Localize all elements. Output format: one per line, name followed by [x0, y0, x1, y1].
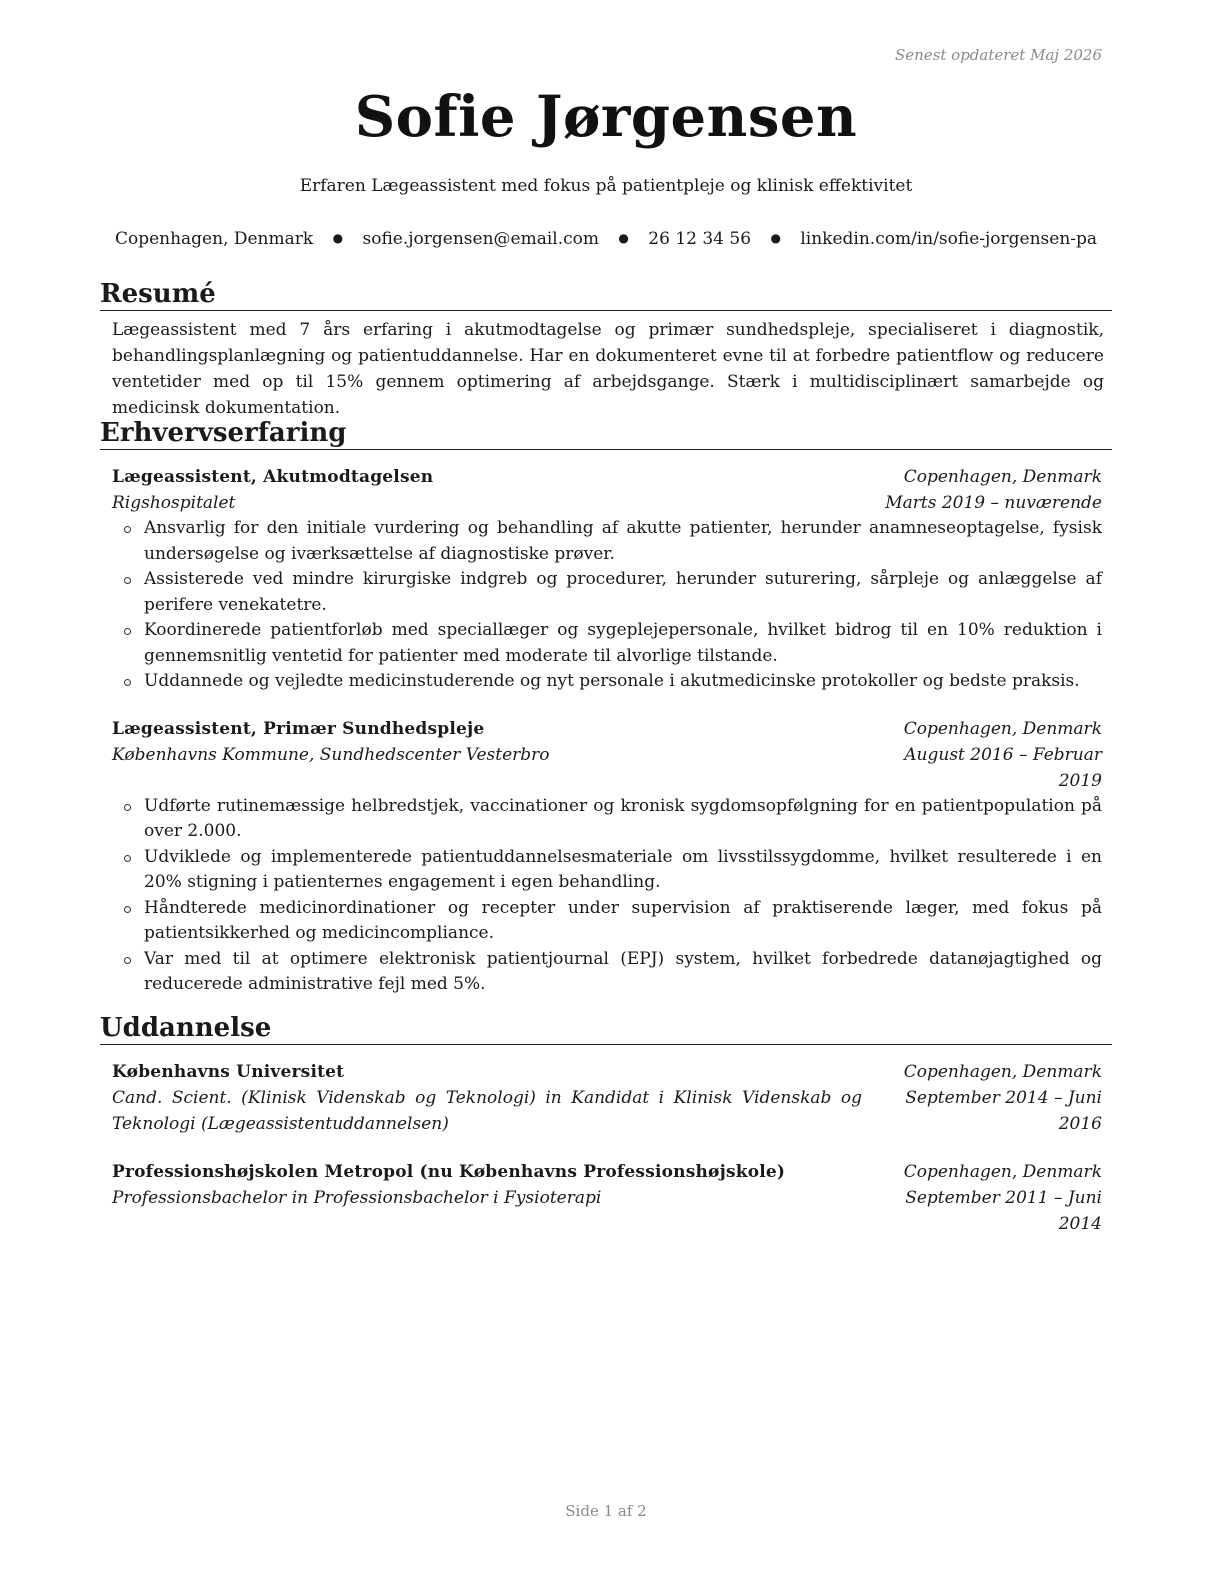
education-dates-line2: 2014 [1058, 1214, 1102, 1234]
education-dates-line1: September 2014 – Juni [905, 1088, 1102, 1108]
school-name: Københavns Universitet [112, 1062, 345, 1082]
degree: Professionsbachelor in Professionsbachelor i Fysioterapi [112, 1188, 602, 1208]
job-location: Copenhagen, Denmark [903, 467, 1102, 487]
job-org: Rigshospitalet [112, 493, 236, 513]
bullet-separator-icon: ● [618, 231, 629, 245]
school-location: Copenhagen, Denmark [903, 1062, 1102, 1082]
education-entry [112, 1059, 1102, 1137]
page-number: Side 1 af 2 [565, 1502, 647, 1520]
school-name: Professionshøjskolen Metropol (nu Københavns Professionshøjskole) [112, 1162, 786, 1182]
list-item: Ansvarlig for den initiale vurdering og behandling af akutte patienter, herunder anamneseoptagelse, fysisk undersøgelse og iværksættelse af diagnostiske prøver. [144, 516, 1102, 567]
education-dates [866, 1085, 1102, 1137]
list-item: Koordinerede patientforløb med speciallæger og sygeplejepersonale, hvilket bidrog til en 10% reduktion i gennemsnitlig ventetid for patienter med moderate til alvorlige tilstande. [144, 618, 1102, 669]
section-title-summary: Resumé [100, 278, 1112, 311]
bullet-separator-icon: ● [332, 231, 344, 245]
tagline: Erfaren Lægeassistent med fokus på patientpleje og klinisk effektivitet [299, 176, 913, 196]
list-item: Var med til at optimere elektronisk patientjournal (EPJ) system, hvilket forbedrede datanøjagtighed og reducerede administrative fejl med 5%. [144, 947, 1102, 998]
education-dates-line2: 2016 [1058, 1114, 1102, 1134]
bullet-separator-icon: ● [770, 231, 781, 245]
summary-text: Lægeassistent med 7 års erfaring i akutmodtagelse og primær sundhedspleje, specialiseret i diagnostik, behandlingsplanlægning og patientuddannelse. Har en dokumenteret evne til at forbedre patientflow og reducere ventetider med op til 15% gennem optimering af arbejdsgange. Stærk i multidisciplinært samarbejde og medicinsk dokumentation. [112, 320, 1104, 418]
education-dates-line1: September 2011 – Juni [905, 1188, 1102, 1208]
candidate-name: Sofie Jørgensen [354, 84, 858, 150]
contact-location: Copenhagen, Denmark [114, 229, 314, 249]
contact-email[interactable]: sofie.jorgensen@email.com [362, 229, 599, 249]
experience-section [100, 417, 1112, 998]
job-role: Lægeassistent, Primær Sundhedspleje [112, 718, 485, 739]
resume-page [100, 0, 1112, 1584]
list-item: Håndterede medicinordinationer og recepter under supervision af praktiserende læger, med fokus på patientsikkerhed og medicincompliance. [144, 896, 1102, 947]
section-title-experience: Erhvervserfaring [100, 417, 1112, 450]
education-entry [112, 1159, 1102, 1237]
job-entry [112, 464, 1102, 695]
contact-phone[interactable]: 26 12 34 56 [648, 229, 752, 249]
summary-section [100, 278, 1112, 421]
contact-line [100, 229, 1112, 249]
education-dates [866, 1185, 1102, 1237]
degree: Cand. Scient. (Klinisk Videnskab og Teknologi) in Kandidat i Klinisk Videnskab og Teknologi (Lægeassistentuddannelsen) [112, 1088, 862, 1134]
school-location: Copenhagen, Denmark [903, 1162, 1102, 1182]
list-item: Assisterede ved mindre kirurgiske indgreb og procedurer, herunder suturering, sårpleje og anlæggelse af perifere venekatetre. [144, 567, 1102, 618]
list-item: Udførte rutinemæssige helbredstjek, vaccinationer og kronisk sygdomsopfølgning for en patientpopulation på over 2.000. [144, 794, 1102, 845]
job-entry [112, 716, 1102, 998]
job-dates: August 2016 – Februar 2019 [904, 744, 1102, 791]
job-org: Københavns Kommune, Sundhedscenter Vesterbro [112, 744, 550, 765]
job-dates: Marts 2019 – nuværende [885, 493, 1102, 513]
last-updated: Senest opdateret Maj 2026 [894, 46, 1102, 64]
contact-linkedin[interactable]: linkedin.com/in/sofie-jorgensen-pa [800, 229, 1098, 249]
list-item: Udviklede og implementerede patientuddannelsesmateriale om livsstilssygdomme, hvilket resulterede i en 20% stigning i patienternes engagement i egen behandling. [144, 845, 1102, 896]
job-bullets [112, 794, 1102, 998]
job-bullets [112, 516, 1102, 695]
list-item: Uddannede og vejledte medicinstuderende og nyt personale i akutmedicinske protokoller og bedste praksis. [144, 669, 1102, 695]
education-section [100, 1012, 1112, 1237]
section-title-education: Uddannelse [100, 1012, 1112, 1045]
job-role: Lægeassistent, Akutmodtagelsen [112, 467, 434, 487]
job-location: Copenhagen, Denmark [903, 718, 1102, 739]
